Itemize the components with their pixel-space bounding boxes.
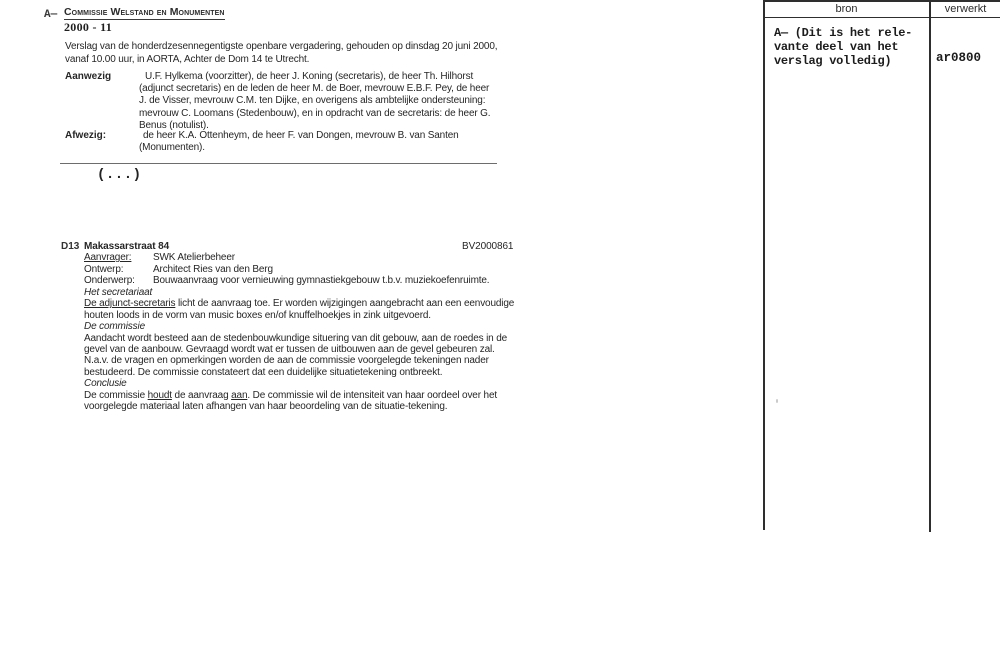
field-label-text: Aanvrager: [84,252,132,263]
field-row-onderwerp [84,275,489,287]
body-line [84,390,514,401]
body-text: de aanvraag [171,389,232,401]
omission-mark: (...) [97,167,142,183]
absent-line: de heer K.A. Ottenheym, de heer F. van Dongen, mevrouw B. van Santen [143,130,459,141]
field-label [84,252,153,264]
present-line: (adjunct secretaris) en de leden de heer M. de Boer, mevrouw E.B.F. Pey, de heer [139,83,490,95]
absent-label: Afwezig: [65,130,107,141]
present-list [139,71,490,132]
case-fields [84,252,489,287]
field-row-ontwerp [84,264,489,276]
body-line: voorgelegde materiaal laten afhangen van haar beoordeling van de situatie-tekening. [84,401,448,413]
issue-number: 2000 - 11 [64,20,113,34]
case-body [84,287,514,412]
meeting-intro-paragraph [65,40,497,66]
margin-section-mark: A— [44,9,58,21]
present-line: Benus (notulist). [139,119,209,131]
body-line: bestudeerd. De commissie constateert dat een duidelijke situatietekening ontbreekt. [84,366,443,378]
case-street: Makassarstraat 84 [84,241,170,252]
column-header-bron: bron [835,2,858,15]
body-text: licht de aanvraag toe. Er worden wijzigingen aangebracht aan een eenvoudige [175,298,515,310]
field-label: Ontwerp: [84,263,124,275]
section-title-secretariaat: Het secretariaat [84,287,153,298]
present-line: mevrouw C. Loomans (Stedenbouw), en in opdracht van de secretaris: de heer G. [139,107,491,119]
body-line: houten loods in de vorm van music boxes en/of knuffelhoekjes in zink uitgevoerd. [84,309,431,321]
table-header-rule [763,17,1000,18]
present-label: Aanwezig [65,71,112,82]
case-number: D13 [61,241,80,252]
field-label: Onderwerp: [84,275,135,286]
intro-line: vanaf 10.00 uur, in AORTA, Achter de Dom 14 te Utrecht. [65,54,310,65]
table-column-divider [929,0,931,532]
field-value: Architect Ries van den Berg [153,263,273,275]
body-line [84,298,514,309]
processed-code: ar0800 [936,51,982,65]
document-title: Commissie Welstand en Monumenten [64,6,225,18]
present-line: U.F. Hylkema (voorzitter), de heer J. Koning (secretaris), de heer Th. Hilhorst [145,71,474,82]
annotation-line: verslag volledig) [774,53,892,68]
section-title-commissie: De commissie [84,321,145,333]
scan-artifact-speck [776,399,778,403]
section-title-conclusie: Conclusie [84,378,127,390]
body-line: gevel van de aanbouw. Gevraagd wordt wat er tussen de uitbouwen aan de gevel gebeuren zal. [84,344,495,356]
table-border-left [763,0,765,530]
underlined-phrase: De adjunct-secretaris [84,298,176,310]
annotation-line: vante deel van het [774,39,899,54]
horizontal-separator [60,163,497,164]
body-text: De commissie [84,389,148,401]
field-row-aanvrager [84,252,489,264]
absent-line: (Monumenten). [139,142,205,154]
present-line: J. de Visser, mevrouw C.M. ten Dijke, en overigens als ambtelijke ondersteuning: [139,95,486,107]
body-line: Aandacht wordt besteed aan de stedenbouwkundige situering van dit gebouw, aan de roedes in de [84,332,508,344]
column-header-verwerkt: verwerkt [944,2,987,15]
body-line: N.a.v. de vragen en opmerkingen worden de aan de commissie voorgelegde tekeningen nader [84,355,489,367]
intro-line: Verslag van de honderdzesennegentigste openbare vergadering, gehouden op dinsdag 20 juni 2000, [65,41,498,52]
typewritten-annotation [774,27,912,68]
field-value: Bouwaanvraag voor vernieuwing gymnastiekgebouw t.b.v. muziekoefenruimte. [153,275,490,286]
underlined-phrase: houdt [147,389,172,401]
case-reference: BV2000861 [462,241,514,252]
field-value: SWK Atelierbeheer [153,252,235,263]
absent-list [139,130,459,154]
underlined-phrase: aan [231,389,248,401]
body-text: . De commissie wil de intensiteit van haar oordeel over het [247,389,497,401]
annotation-line: A— (Dit is het rele- [774,26,913,40]
